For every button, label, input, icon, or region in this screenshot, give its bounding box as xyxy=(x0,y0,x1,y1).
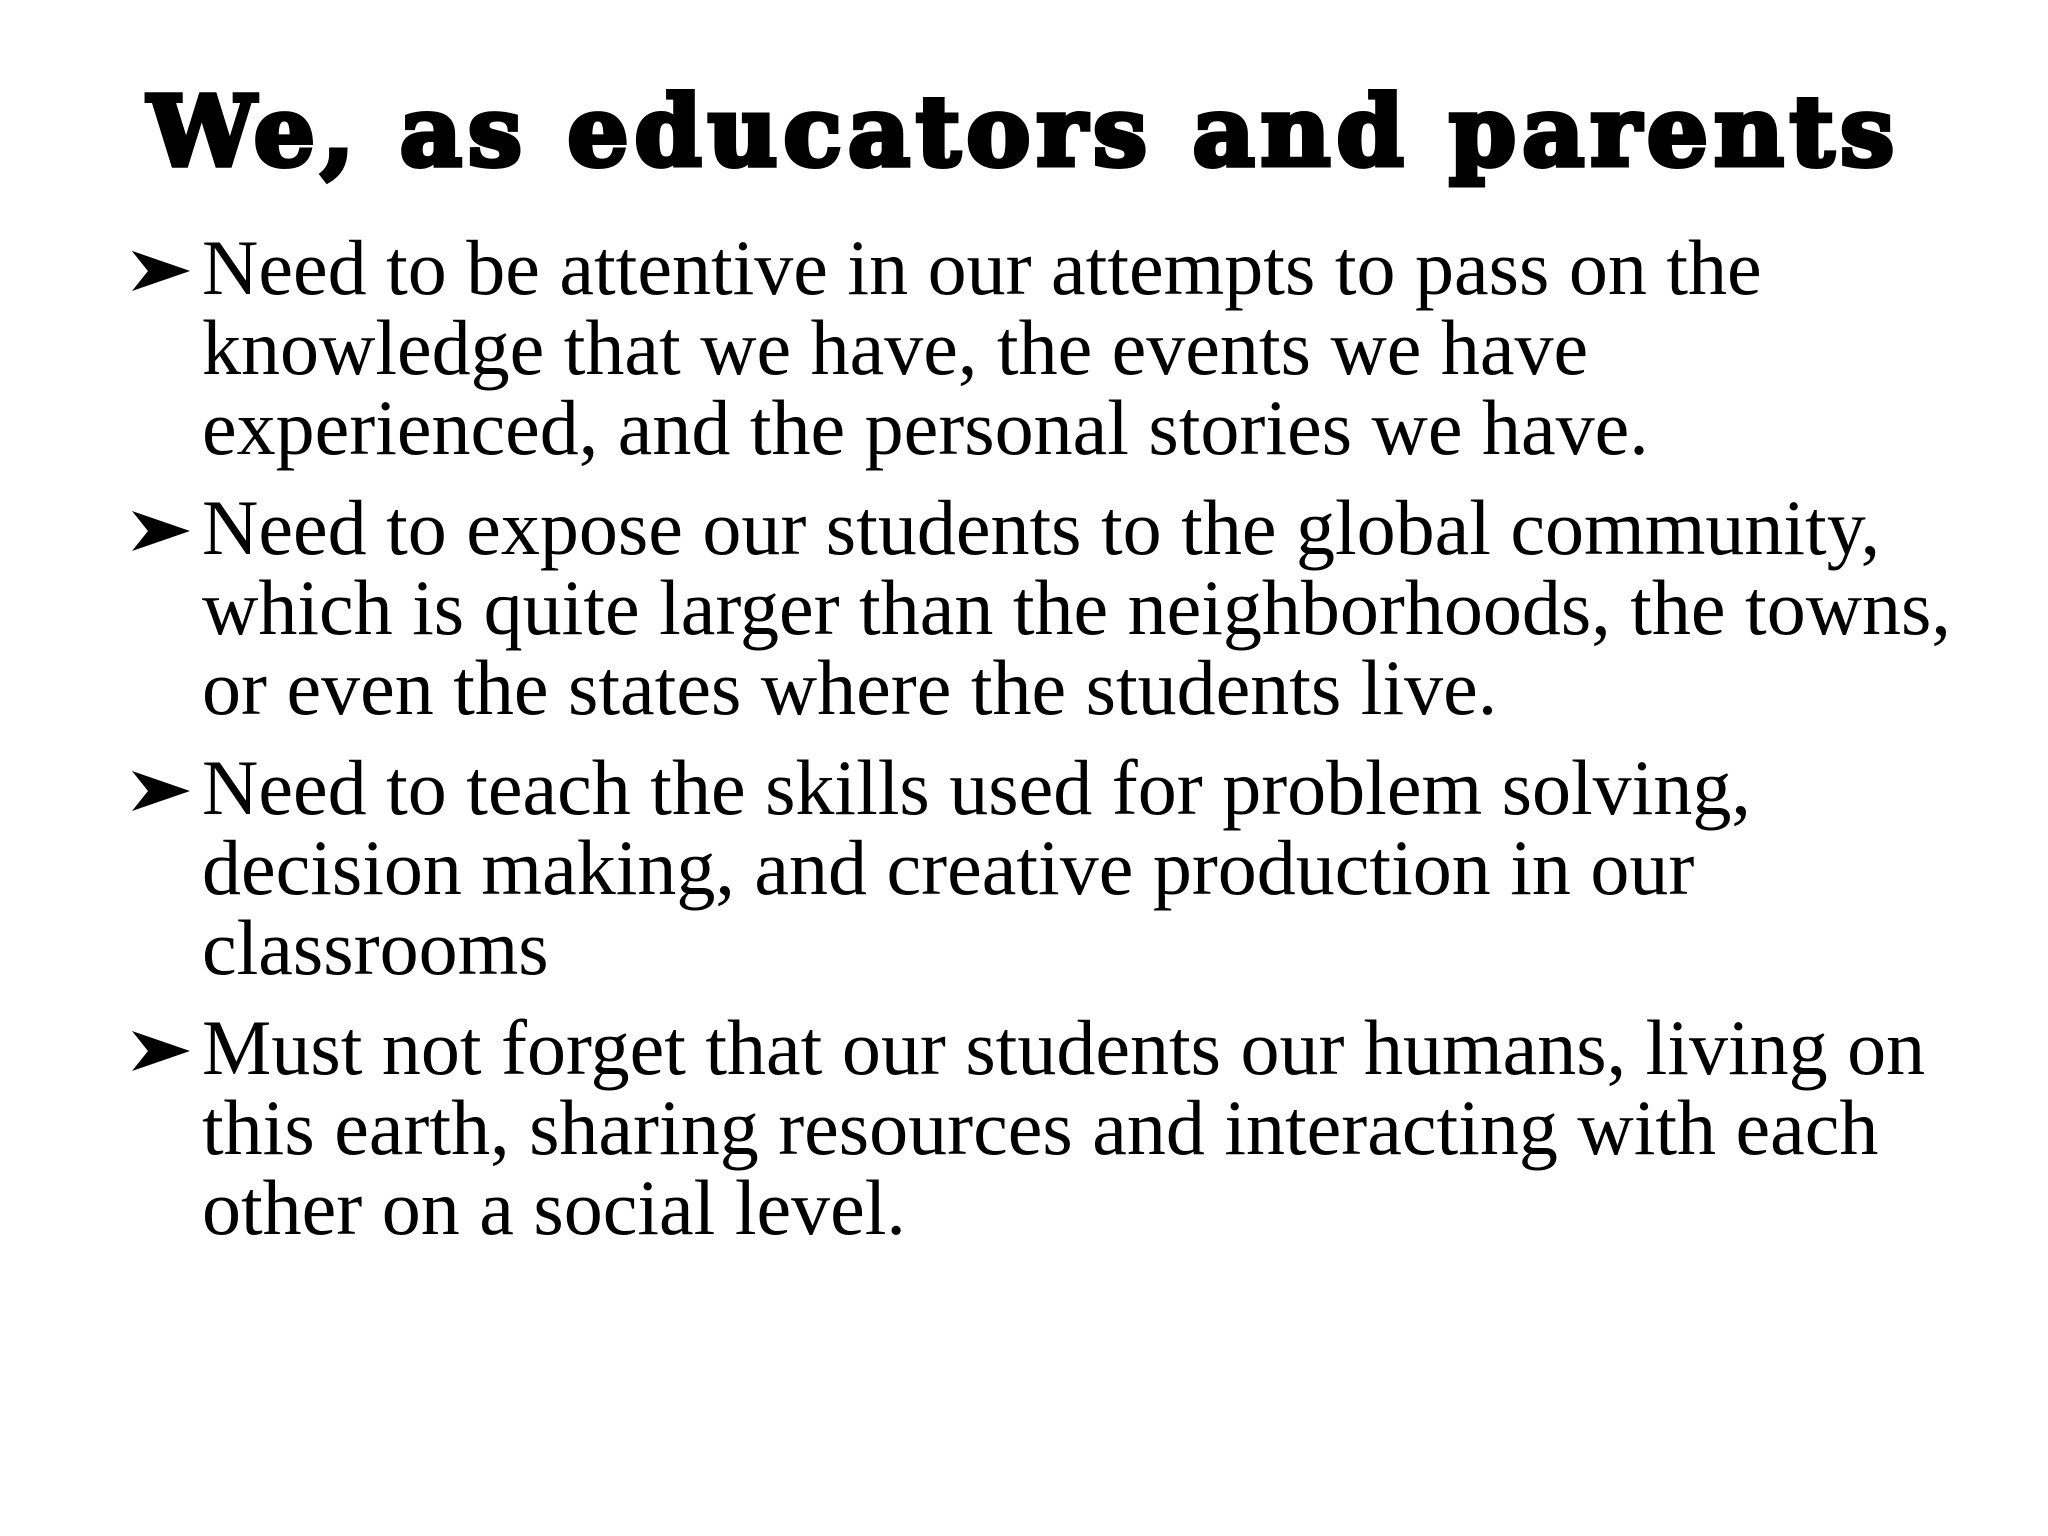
bullet-item xyxy=(130,484,1990,731)
bullet-item xyxy=(130,224,1990,471)
arrow-bullet-icon xyxy=(130,769,192,813)
slide-title: We, as educators and parents xyxy=(147,75,1901,188)
bullet-item xyxy=(130,744,1990,991)
arrow-bullet-icon xyxy=(130,249,192,293)
arrow-bullet-icon xyxy=(130,509,192,553)
bullet-item xyxy=(130,1004,1990,1251)
bullet-text: Need to expose our students to the global community, which is quite larger than the neighborhoods, the towns, or even the states where the students live. xyxy=(202,484,1951,731)
bullet-text: Need to be attentive in our attempts to pass on the knowledge that we have, the events we have experienced, and the personal stories we have. xyxy=(202,224,1762,471)
bullet-list xyxy=(130,224,1990,1270)
bullet-text: Need to teach the skills used for problem solving, decision making, and creative production in our classrooms xyxy=(202,744,1751,991)
bullet-text: Must not forget that our students our humans, living on this earth, sharing resources and interacting with each other on a social level. xyxy=(202,1004,1926,1251)
arrow-bullet-icon xyxy=(130,1029,192,1073)
